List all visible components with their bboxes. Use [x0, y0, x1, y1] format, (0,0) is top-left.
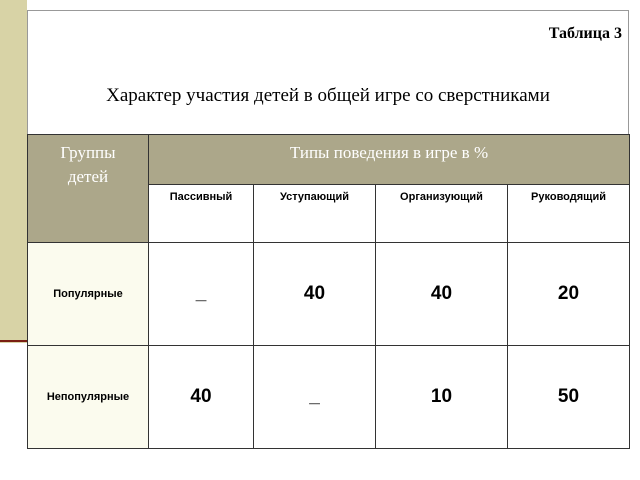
table-title: Характер участия детей в общей игре со сверстниками — [106, 85, 550, 106]
row-label: Непопулярные — [28, 346, 149, 449]
column-header-passive: Пассивный — [149, 185, 254, 243]
row-label: Популярные — [28, 243, 149, 346]
title-area — [27, 10, 629, 134]
table-cell: 20 — [508, 243, 630, 346]
types-header: Типы поведения в игре в % — [149, 135, 630, 185]
data-table — [27, 134, 630, 449]
column-header-organizing: Организующий — [376, 185, 508, 243]
table-cell: 40 — [376, 243, 508, 346]
groups-header — [28, 135, 149, 243]
column-header-yielding: Уступающий — [254, 185, 376, 243]
column-header-leading: Руководящий — [508, 185, 630, 243]
groups-header-line2: детей — [67, 167, 109, 186]
table-cell: _ — [254, 346, 376, 449]
table-cell: 40 — [254, 243, 376, 346]
table-row — [28, 346, 630, 449]
table-cell: _ — [149, 243, 254, 346]
header-row — [28, 135, 630, 185]
table-row — [28, 243, 630, 346]
table-cell: 50 — [508, 346, 630, 449]
left-decor-band — [0, 0, 27, 343]
groups-header-line1: Группы — [60, 143, 116, 162]
table-cell: 40 — [149, 346, 254, 449]
table-label: Таблица 3 — [548, 25, 622, 42]
table-cell: 10 — [376, 346, 508, 449]
